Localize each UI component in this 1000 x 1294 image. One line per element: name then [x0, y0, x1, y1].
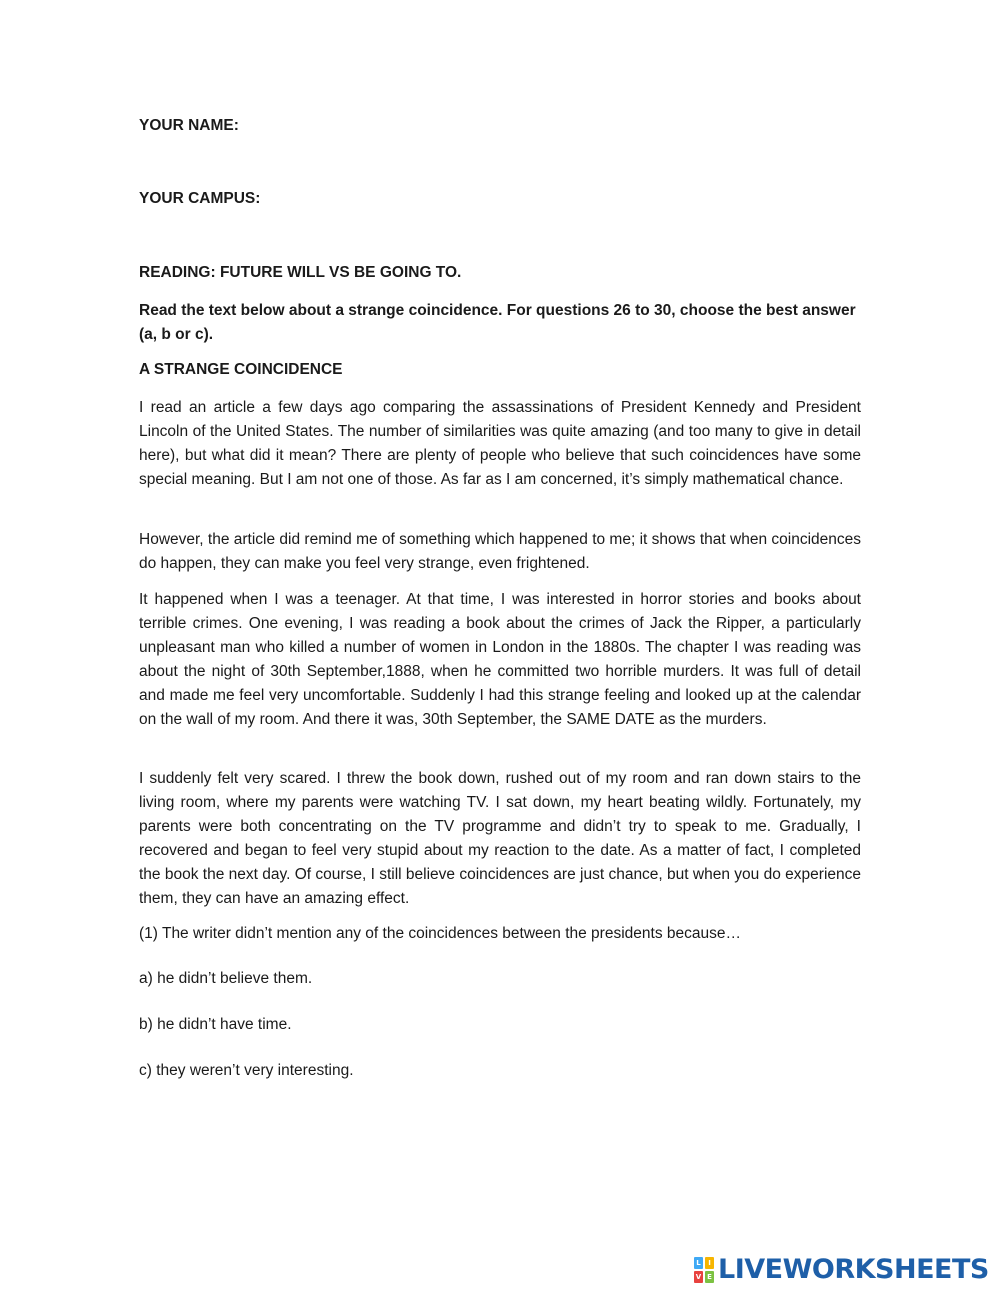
worksheet-title: READING: FUTURE WILL VS BE GOING TO.	[139, 264, 462, 281]
logo-text: LIVEWORKSHEETS	[718, 1254, 989, 1285]
logo-block-i: I	[705, 1257, 714, 1269]
paragraph-2: However, the article did remind me of something which happened to me; it shows that when coincidences do happen, they can make you feel very strange, even frightened.	[139, 531, 861, 572]
paragraph-1: I read an article a few days ago comparing the assassinations of President Kennedy and President Lincoln of the United States. The number of similarities was quite amazing (and too many to give in detail here), but what did it mean? There are plenty of people who believe that such coincidences have some special meaning. But I am not one of those. As far as I am concerned, it’s simply mathematical chance.	[139, 399, 861, 488]
logo-block-v: V	[695, 1273, 702, 1281]
logo-block-l: L	[694, 1257, 703, 1269]
option-b[interactable]: b) he didn’t have time.	[139, 1016, 292, 1033]
campus-label: YOUR CAMPUS:	[139, 190, 261, 207]
option-a[interactable]: a) he didn’t believe them.	[139, 970, 313, 987]
logo-blocks-icon	[694, 1257, 714, 1283]
story-title: A STRANGE COINCIDENCE	[139, 361, 343, 378]
instructions: Read the text below about a strange coincidence. For questions 26 to 30, choose the best answer (a, b or c).	[139, 302, 856, 343]
option-c[interactable]: c) they weren’t very interesting.	[139, 1062, 354, 1079]
paragraph-4: I suddenly felt very scared. I threw the book down, rushed out of my room and ran down stairs to the living room, where my parents were watching TV. I sat down, my heart beating wildly. Fortunately, my parents were both concentrating on the TV programme and didn’t try to speak to me. Gradually, I recovered and began to feel very stupid about my reaction to the date. As a matter of fact, I completed the book the next day. Of course, I still believe coincidences are just chance, but when you do experience them, they can have an amazing effect.	[139, 770, 861, 907]
name-input[interactable]	[246, 116, 550, 140]
question-text: (1) The writer didn’t mention any of the coincidences between the presidents because…	[139, 925, 741, 942]
name-label: YOUR NAME:	[139, 117, 239, 134]
logo-block-e: E	[705, 1271, 714, 1283]
campus-input[interactable]	[262, 189, 566, 213]
liveworksheets-logo	[694, 1256, 989, 1284]
paragraph-3: It happened when I was a teenager. At that time, I was interested in horror stories and books about terrible crimes. One evening, I was reading a book about the crimes of Jack the Ripper, a particularly unpleasant man who killed a number of women in London in the 1880s. The chapter I was reading was about the night of 30th September,1888, when he committed two horrible murders. It was full of detail and made me feel very uncomfortable. Suddenly I had this strange feeling and looked up at the calendar on the wall of my room. And there it was, 30th September, the SAME DATE as the murders.	[139, 591, 861, 728]
